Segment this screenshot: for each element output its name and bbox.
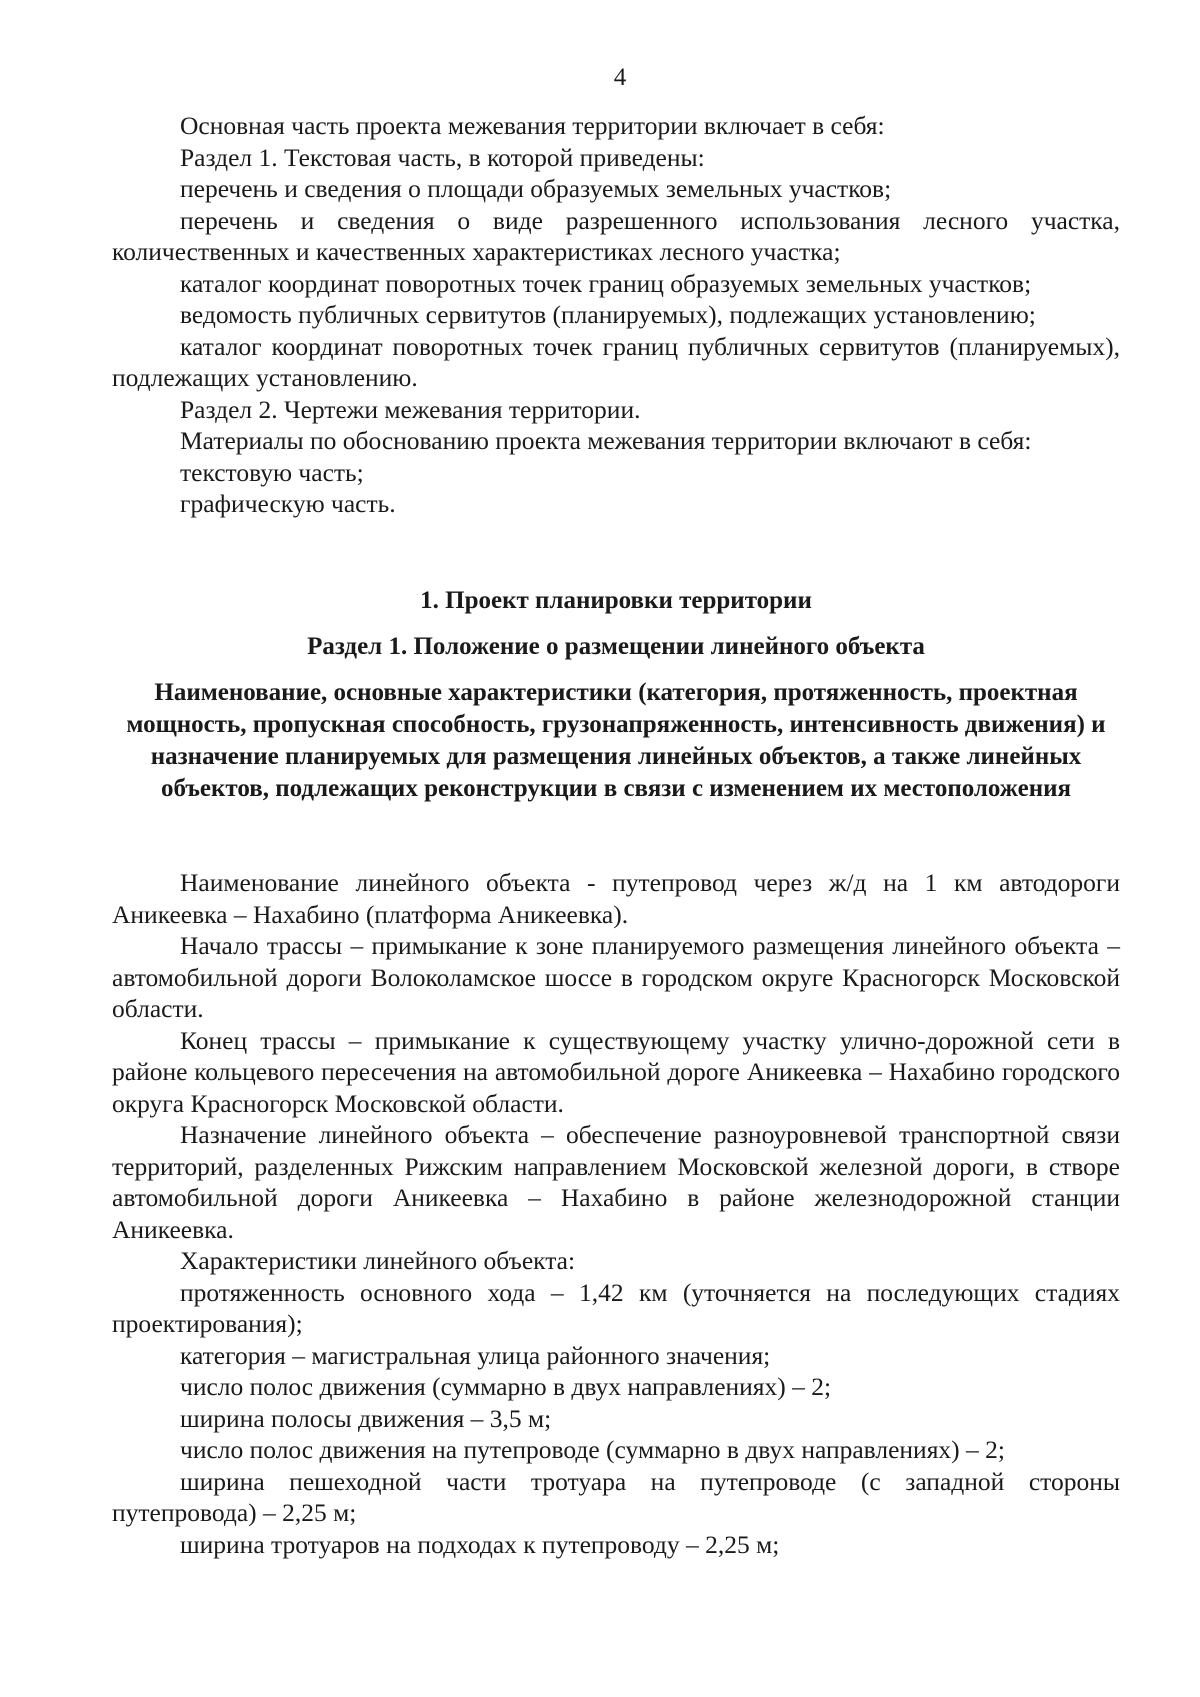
paragraph: ширина тротуаров на подходах к путепроводу – 2,25 м; xyxy=(180,1529,780,1559)
paragraph: Наименование линейного объекта - путепровод через ж/д на 1 км автодороги Аникеевка – Нахабино (платформа Аникеевка). xyxy=(112,868,1120,929)
object-description-section xyxy=(112,867,1120,1560)
paragraph: ширина пешеходной части тротуара на путепроводе (с западной стороны путепровода) – 2,25 м; xyxy=(112,1466,1120,1527)
subsection-heading: Раздел 1. Положение о размещении линейного объекта xyxy=(307,633,925,660)
subsection-title: Наименование, основные характеристики (категория, протяженность, проектная мощность, пропускная способность, грузонапряженность, интенсивность движения) и назначение планируемых для размещения линейных объектов, а также линейных объектов, подлежащих реконструкции в связи с изменением их местоположения xyxy=(126,679,1106,802)
paragraph: Конец трассы – примыкание к существующему участку улично-дорожной сети в районе кольцевого пересечения на автомобильной дороге Аникеевка – Нахабино городского округа Красногорск Московской области. xyxy=(112,1025,1120,1118)
paragraph: ширина полосы движения – 3,5 м; xyxy=(180,1403,552,1433)
paragraph: перечень и сведения о виде разрешенного использования лесного участка, количественных и качественных характеристиках лесного участка; xyxy=(112,205,1120,266)
paragraph: каталог координат поворотных точек границ образуемых земельных участков; xyxy=(180,268,1032,298)
paragraph: графическую часть. xyxy=(180,489,396,518)
paragraph: перечень и сведения о площади образуемых земельных участков; xyxy=(180,174,892,203)
paragraph: Раздел 2. Чертежи межевания территории. xyxy=(180,394,641,424)
paragraph: число полос движения (суммарно в двух направлениях) – 2; xyxy=(180,1372,832,1401)
paragraph: ведомость публичных сервитутов (планируемых), подлежащих установлению; xyxy=(180,300,1036,329)
paragraph: текстовую часть; xyxy=(180,457,364,487)
paragraph: Начало трассы – примыкание к зоне планируемого размещения линейного объекта – автомобильной дороги Волоколамское шоссе в городском округе Красногорск Московской области. xyxy=(112,931,1120,1023)
paragraph: число полос движения на путепроводе (суммарно в двух направлениях) – 2; xyxy=(180,1435,1006,1464)
paragraph: Раздел 1. Текстовая часть, в которой приведены: xyxy=(180,142,705,172)
paragraph: Материалы по обоснованию проекта межевания территории включают в себя: xyxy=(180,426,1032,455)
section-heading: 1. Проект планировки территории xyxy=(420,587,812,614)
paragraph: каталог координат поворотных точек границ публичных сервитутов (планируемых), подлежащих установлению. xyxy=(112,331,1120,392)
page-number: 4 xyxy=(613,64,627,91)
paragraph: Основная часть проекта межевания территории включает в себя: xyxy=(180,111,885,140)
intro-section xyxy=(112,110,1120,520)
section-headings xyxy=(112,585,1120,805)
paragraph: Назначение линейного объекта – обеспечение разноуровневой транспортной связи территорий, разделенных Рижским направлением Московской железной дороги, в створе автомобильной дороги Аникеевка – Нахабино в районе железнодорожной станции Аникеевка. xyxy=(112,1120,1120,1244)
paragraph: Характеристики линейного объекта: xyxy=(180,1246,576,1275)
paragraph: протяженность основного хода – 1,42 км (уточняется на последующих стадиях проектирования); xyxy=(112,1277,1120,1338)
paragraph: категория – магистральная улица районного значения; xyxy=(180,1340,771,1370)
